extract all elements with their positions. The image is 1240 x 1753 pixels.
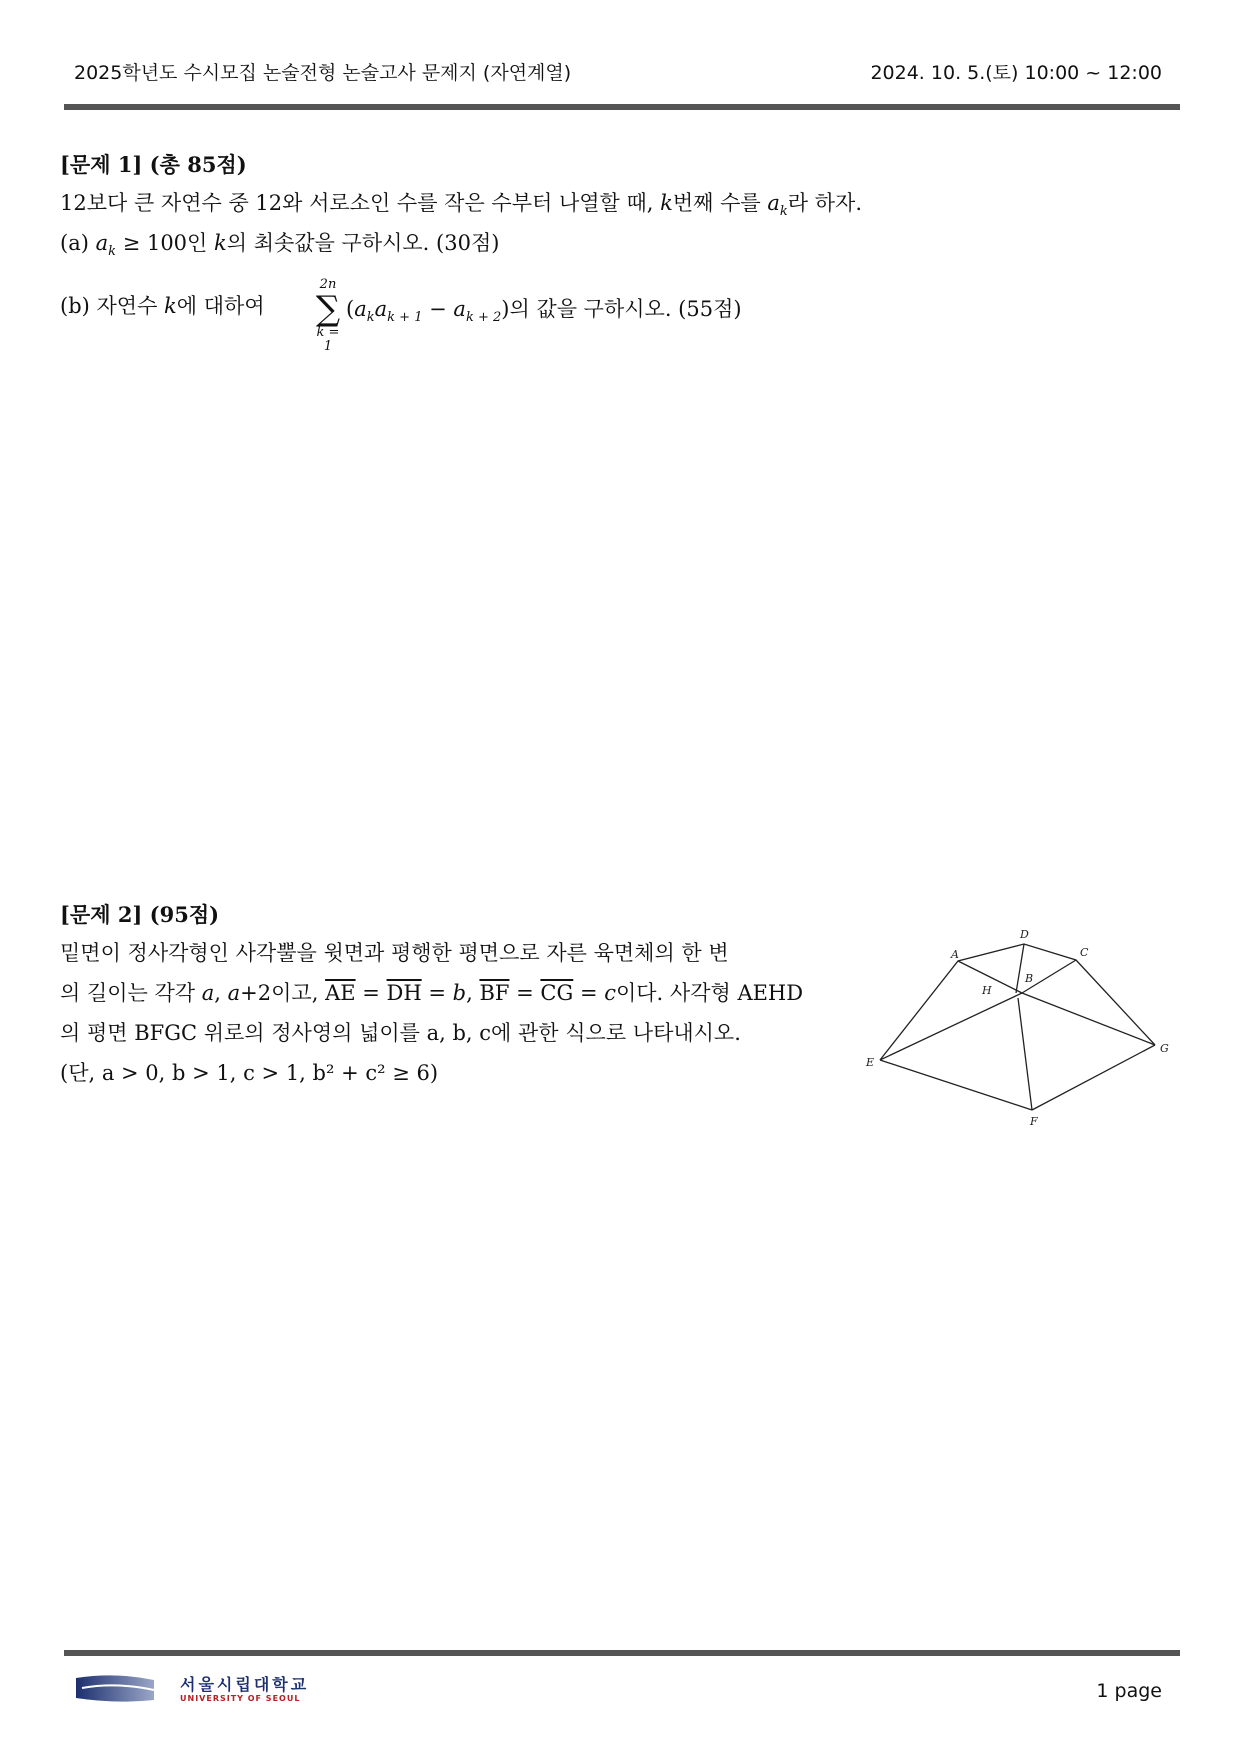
- problem2-line4: (단, a > 0, b > 1, c > 1, b² + c² ≥ 6): [60, 1061, 439, 1085]
- university-name-en: UNIVERSITY OF SEOUL: [180, 1694, 301, 1703]
- problem1-part-b-expr: $(a_ka_{k + 1} - a_{k + 2})$의 값을 구하시오. (55점): [346, 297, 742, 326]
- summation-symbol: 2n ∑ k = 1: [315, 277, 341, 354]
- problem1-part-a: (a) $a_k \ge 100$인 k의 최솟값을 구하시오. (30점): [60, 231, 500, 260]
- problem2-line3: 의 평면 BFGC 위로의 정사영의 넓이를 a, b, c에 관한 식으로 나타내시오.: [60, 1021, 741, 1045]
- footer-rule: [64, 1650, 1180, 1656]
- page-number: 1 page: [1096, 1680, 1162, 1702]
- frustum-figure: [850, 918, 1190, 1128]
- label-e: E: [866, 1056, 875, 1069]
- problem1-title: [문제 1] (총 85점): [60, 152, 247, 177]
- header-datetime: 2024. 10. 5.(토) 10:00 ~ 12:00: [870, 62, 1162, 84]
- label-f: F: [1030, 1115, 1038, 1128]
- label-c: C: [1080, 946, 1089, 959]
- label-h: H: [982, 984, 992, 997]
- label-g: G: [1160, 1042, 1169, 1055]
- label-b: B: [1025, 972, 1034, 985]
- problem1-part-b-lead: (b) 자연수 k에 대하여: [60, 294, 265, 318]
- header-title: 2025학년도 수시모집 논술전형 논술고사 문제지 (자연계열): [74, 62, 572, 84]
- problem2-line2: 의 길이는 각각 a, a+2이고, $\overline{AE} = \overline{DH} = b$, $\overline{BF} = \overline{CG} = c$이다. 사각형 AEHD: [60, 981, 804, 1005]
- problem2-title: [문제 2] (95점): [60, 902, 220, 927]
- problem2-line1: 밑면이 정사각형인 사각뿔을 윗면과 평행한 평면으로 자른 육면체의 한 변: [60, 941, 729, 965]
- university-name-kr: 서울시립대학교: [180, 1675, 310, 1694]
- label-a: A: [951, 948, 959, 961]
- university-logo-icon: [76, 1674, 156, 1704]
- header-rule: [64, 104, 1180, 110]
- label-d: D: [1020, 928, 1029, 941]
- problem1-intro: 12보다 큰 자연수 중 12와 서로소인 수를 작은 수부터 나열할 때, k번째 수를 $a_k$라 하자.: [60, 191, 862, 220]
